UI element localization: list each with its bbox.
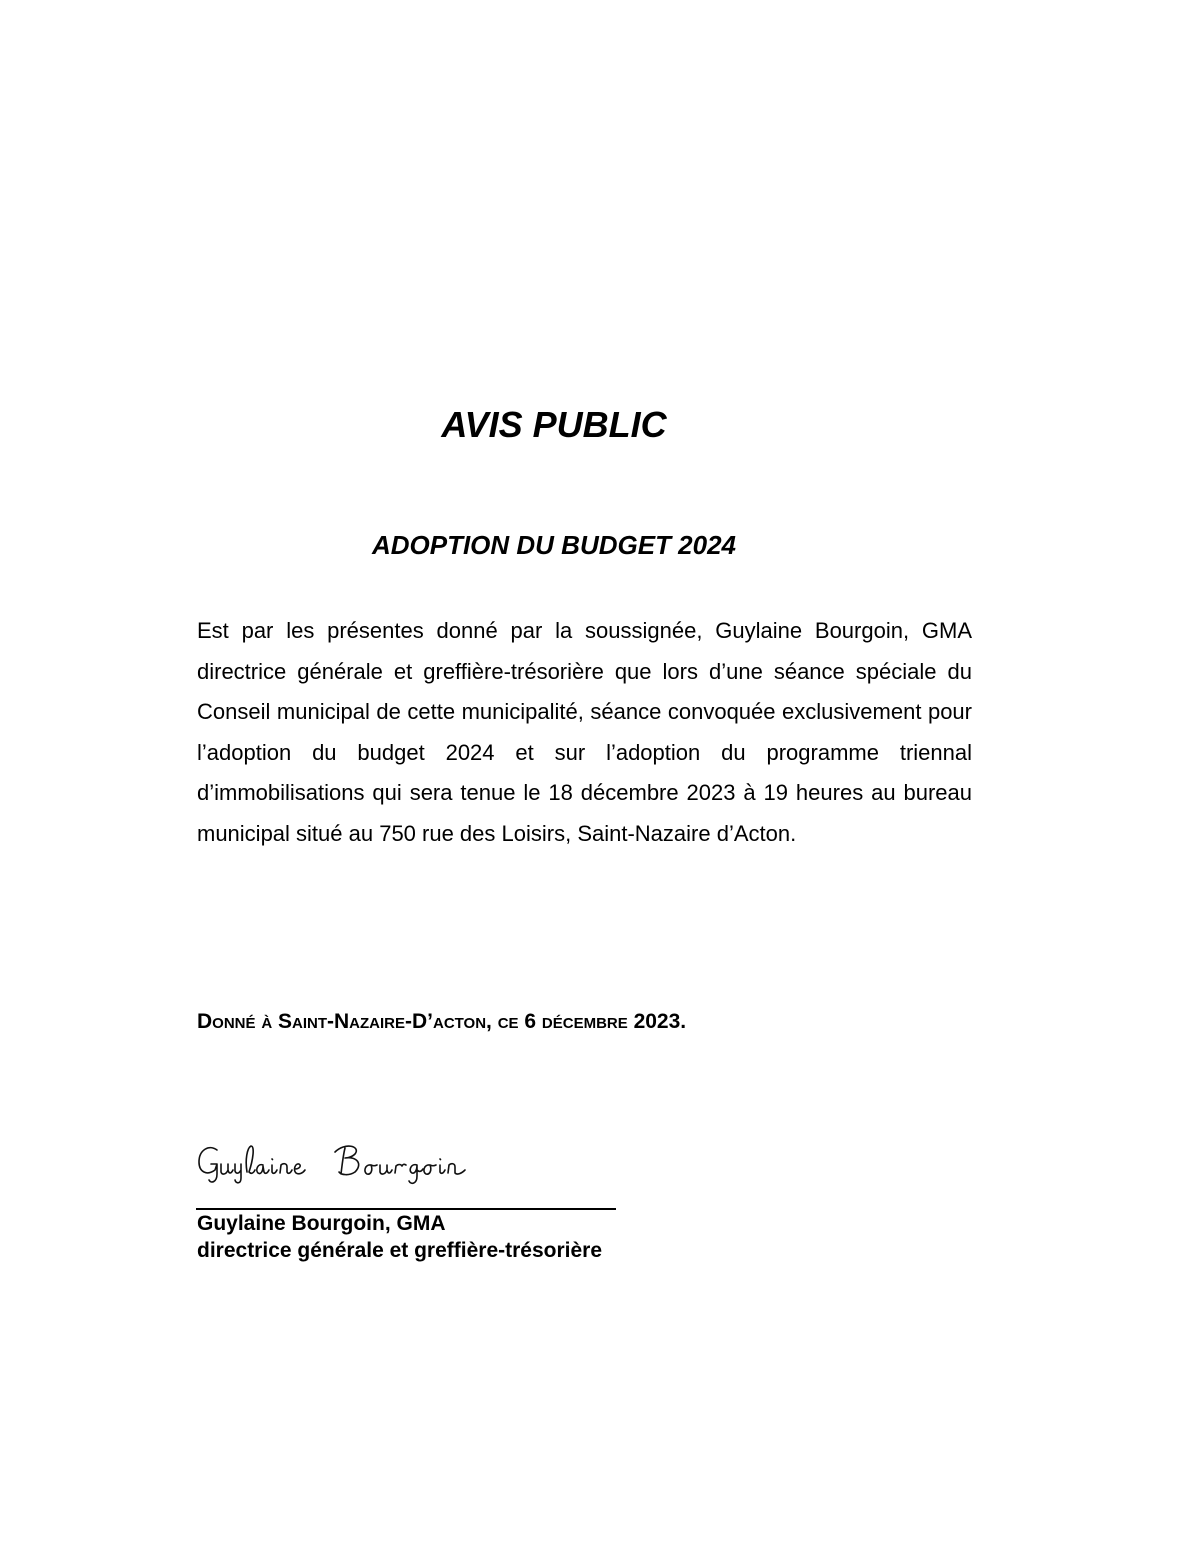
given-at-date: Donné à Saint-Nazaire-D’acton, ce 6 décembre 2023. bbox=[197, 1010, 687, 1033]
handwritten-signature bbox=[195, 1140, 485, 1188]
signer-title: directrice générale et greffière-trésorière bbox=[197, 1239, 603, 1262]
notice-subtitle: ADOPTION DU BUDGET 2024 bbox=[371, 530, 737, 560]
signature-line bbox=[196, 1208, 616, 1210]
page-title: AVIS PUBLIC bbox=[441, 404, 667, 445]
notice-body: Est par les présentes donné par la soussignée, Guylaine Bourgoin, GMA directrice générale et greffière-trésorière que lors d’une séance spéciale du Conseil municipal de cette municipalité, séance convoquée exclusivement pour l’adoption du budget 2024 et sur l’adoption du programme triennal d’immobilisations qui sera tenue le 18 décembre 2023 à 19 heures au bureau municipal situé au 750 rue des Loisirs, Saint-Nazaire d’Acton. bbox=[197, 618, 972, 846]
signer-name: Guylaine Bourgoin, GMA bbox=[197, 1212, 446, 1235]
